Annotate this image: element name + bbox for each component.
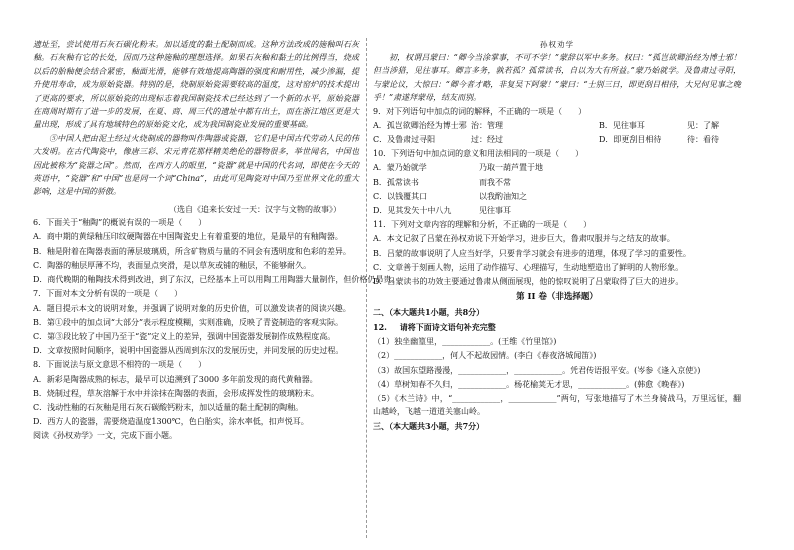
question-9-option-d-gloss: 待：看待 (687, 135, 719, 145)
fill-blank-1: （1）独坐幽篁里，____________。(王维《竹里馆》) (373, 337, 557, 347)
part-2-heading: 第 II 卷（非选择题） (516, 292, 598, 303)
question-8-option-b: B．烧制过程，草灰溶解于水中并涂抹在陶器的表面，会形成挥发性的玻璃粉末。 (33, 388, 319, 398)
question-10-option-c-compare: 以我酌油知之 (479, 191, 527, 201)
question-12-text: 请将下面诗文语句补充完整 (399, 322, 496, 333)
question-9-option-a: A．孤岂欲卿治经为博士邪 (373, 120, 467, 130)
question-8-option-d: D．西方人的瓷器，需要烧造温度1300℃，色白胎实，涂水率低，扣声悦耳。 (33, 417, 309, 427)
question-10-option-b-compare: 而我不常 (479, 177, 511, 187)
question-10-option-c-text: C．以钱覆其口 (373, 191, 428, 201)
question-12-number: 12. (373, 322, 387, 333)
question-6-option-a: A．商中期的黄绿釉压印纹硬陶器在中国陶瓷史上有着重要的地位，是最早的有釉陶器。 (33, 232, 343, 242)
question-9-option-b: B．见往事耳 (599, 120, 645, 130)
passage-paragraph-4: 遗址至，尝试使用石灰石碳化粉末。加以适度的黏土配制而成。这种方法改成的施釉叫石灰釉。石灰釉有它的长处，因而乃这种施釉的理想选择。如果石灰釉和黏土的比例得当，烧成以后的胎釉便会结合紧密，釉面光滑，能够有效地提高陶器的强度和耐用性，减少渗漏，提升使用寿命，成为原始瓷器。特别的是，烧制原始瓷需要较高的温度，这对窑炉的技术提出了更高的要求，所以原始瓷的出现标志着我国制瓷技术已经达到了一个新的水平，原始瓷器在商周时期有了进一步的发展，在夏、商、周三代的遗址中都有出土，而在浙江地区更是大量出现，形成了具有地域特色的原始瓷文化，成为我国制瓷业发展的重要基础。 (33, 40, 359, 130)
question-7-option-c: C．第③段比较了中国乃至于“瓷”定义上的差异，强调中国瓷器发展制作成熟程度高。 (33, 331, 336, 341)
question-10-option-a-text: A．蒙乃始就学 (373, 163, 427, 173)
fill-blank-5: （5）《木兰诗》中，“____________，____________”两句，写张地描写了木兰身骑战马，万里远征，翻山越岭，飞越一道道关塞山岭。 (373, 394, 741, 417)
reading-instruction: 阅读《孙权劝学》一文，完成下面小题。 (33, 431, 177, 441)
question-9-option-a-gloss: 治：管理 (471, 120, 503, 130)
passage-title: 孙权劝学 (540, 40, 574, 49)
fill-blank-2: （2）____________，何人不起故园情。(李白《春夜洛城闻笛》) (373, 351, 597, 361)
question-9-option-d: D．即更刮目相待 (599, 135, 662, 145)
question-9-option-c-gloss: 过：经过 (471, 135, 503, 145)
question-10-option-a-compare: 乃取一葫芦置于地 (479, 163, 543, 173)
question-10-option-b (373, 176, 741, 190)
question-6-option-b: B．釉是附着在陶器表面的薄层玻璃质，所含矿物质与量的不同会有透明度和色彩的差异。 (33, 246, 351, 256)
question-8-option-c: C．浅动性釉的石灰釉是用石灰石碳酸钙粉末，加以适量的黏土配制的陶釉。 (33, 402, 304, 412)
right-column (373, 38, 741, 434)
column-divider (366, 38, 367, 538)
section-3-heading: 三、（本大题共3小题，共7分） (373, 420, 485, 431)
passage-paragraph-5: ⑤中国人把由泥土经过火烧制成的器物叫作陶器或瓷器，它们是中国古代劳动人民的伟大发明。在古代陶瓷中，像唐三彩、宋元青花那样精美绝伦的器物很多，举世闻名，中国也因此被称为“瓷器之国”。然而，在西方人的眼里，“瓷器”就是中国的代名词，即使在今天的英语中，“瓷器”和“中国”也是同一个词“China”，由此可见陶瓷对中国乃至世界文化的重大影响，这是中国的骄傲。 (33, 133, 359, 197)
question-7-option-a: A．题目提示本文的说明对象，并强调了说明对象的历史价值，可以激发读者的阅读兴趣。 (33, 303, 351, 313)
question-11-option-b: B．吕蒙的故事说明了人应当好学，只要肯学习就会有进步的道理，体现了学习的重要性。 (373, 248, 691, 258)
question-10-option-d-text: D．见其发矢十中八九 (373, 206, 452, 216)
question-9-options-row-2 (373, 133, 741, 147)
question-9-option-b-gloss: 见：了解 (687, 120, 719, 130)
fill-blank-3: （3）故国东望路漫漫，____________，____________。凭君传语报平安。(岑参《逢入京使》) (373, 365, 701, 375)
question-10-option-d (373, 204, 741, 218)
question-11-option-a: A．本文记叙了吕蒙在孙权劝说下开始学习，进步巨大，鲁肃叹服并与之结友的故事。 (373, 234, 675, 244)
fill-blank-4: （4）草树知春不久归，____________。杨花榆荚无才思，____________。(韩愈《晚春》) (373, 379, 685, 389)
question-9-option-c: C．及鲁肃过寻阳 (373, 135, 436, 145)
question-7-option-b: B．第①段中的加点词“大部分”表示程度模糊，实则准确，反映了青瓷制造的客观实际。 (33, 317, 344, 327)
question-6-option-d: D．商代晚期的釉陶技术得到改进，到了东汉，已经基本上可以用陶工用陶器大量制作，但价格仍昂贵。 (33, 275, 400, 285)
passage-source: （选自《追来长安过一天：汉字与文物的故事》） (169, 204, 341, 214)
question-11-option-d: D．吕蒙读书的功效主要通过鲁肃从侧面展现，他的惊叹说明了吕蒙取得了巨大的进步。 (373, 277, 684, 287)
question-10-option-d-compare: 见往事耳 (479, 206, 511, 216)
classical-passage: 初，权谓吕蒙曰：“卿今当涂掌事，不可不学！”蒙辞以军中多务。权曰：“孤岂欲卿治经为博士邪！但当涉猎，见往事耳。卿言多务，孰若孤？孤常读书，自以为大有所益。”蒙乃始就学。及鲁肃过寻阳，与蒙论议，大惊曰：“卿今者才略，非复吴下阿蒙！”蒙曰：“士别三日，即更刮目相待，大兄何见事之晚乎！”肃遂拜蒙母，结友而别。 (373, 53, 741, 103)
question-7-stem: 7．下面对本文分析有误的一项是（ ） (33, 289, 183, 299)
question-8-option-a: A．新彩是陶器成熟的标志，最早可以追溯到了3000 多年前发现的商代黄釉器。 (33, 374, 318, 384)
question-6-stem: 6．下面关于“釉陶”的概说有误的一项是（ ） (33, 218, 207, 228)
question-12-stem (373, 320, 741, 335)
section-2-heading: 二、（本大题共1小题，共8分） (373, 307, 485, 318)
question-10-stem: 10．下列语句中加点词的意义和用法相同的一项是（ ） (373, 149, 584, 159)
question-6-option-c: C．陶器的釉层厚薄不均，表面显点突滑，是以草灰或铺的釉层，不能够耐久。 (33, 260, 312, 270)
question-9-options-row-1 (373, 119, 741, 133)
question-8-stem: 8．下面说法与原文意思不相符的一项是（ ） (33, 360, 207, 370)
question-10-option-b-text: B．孤常读书 (373, 177, 419, 187)
question-10-option-a (373, 161, 741, 175)
question-11-option-c: C．文章善于刻画人物，运用了动作描写、心理描写，生动地塑造出了鲜明的人物形象。 (373, 262, 684, 272)
question-9-stem: 9．对下列语句中加点的词的解释，不正确的一项是（ ） (373, 106, 587, 116)
question-11-stem: 11．下列对文章内容的理解和分析，不正确的一项是（ ） (373, 220, 592, 230)
question-10-option-c (373, 190, 741, 204)
question-7-option-d: D．文章按照时间顺序，说明中国瓷器从西周到东汉的发展历史，并同发展的历史过程。 (33, 346, 344, 356)
